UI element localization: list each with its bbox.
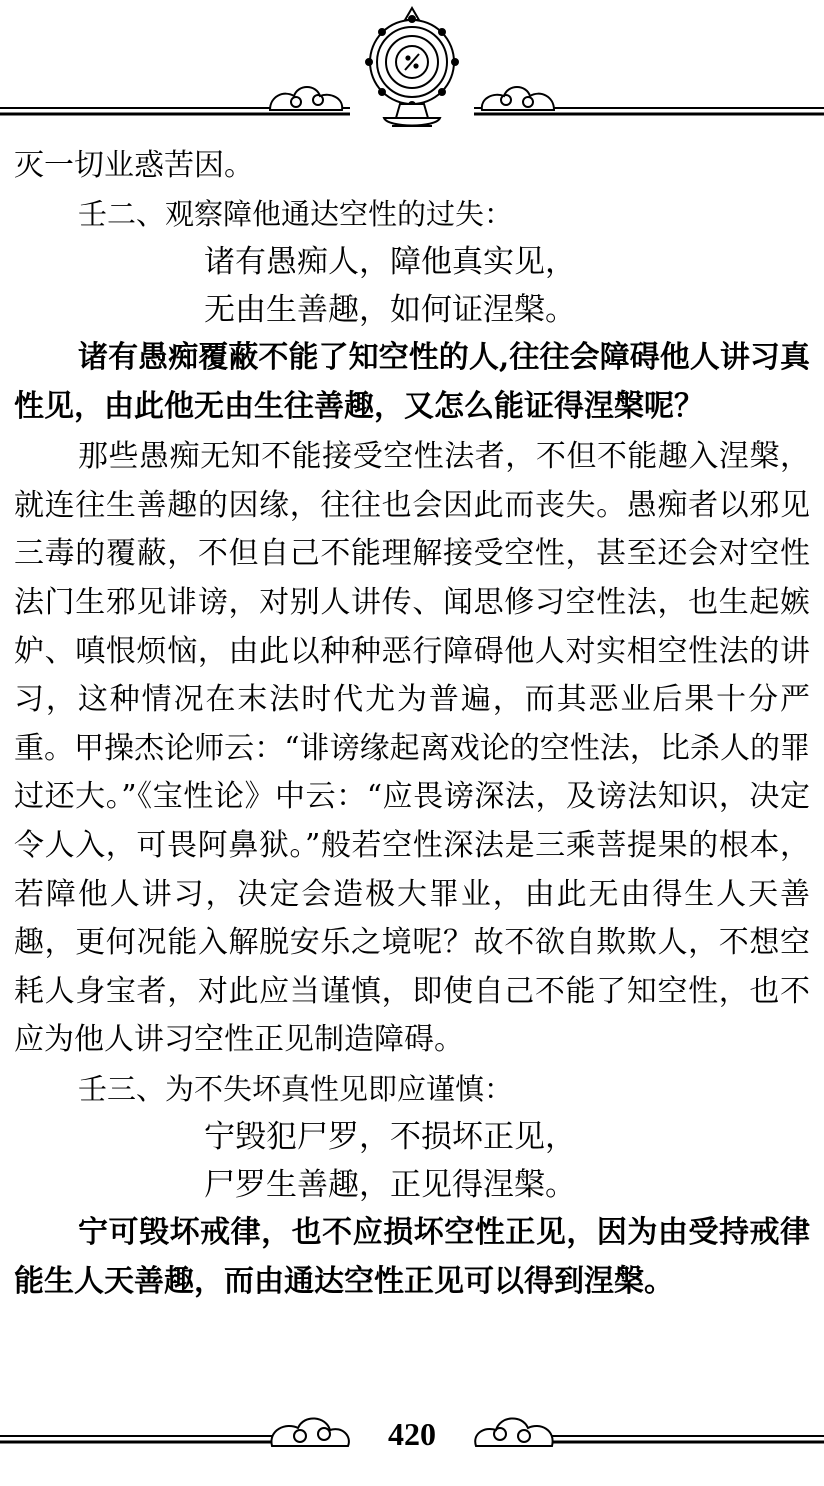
continued-text: 灭一切业惑苦因。 <box>14 148 254 183</box>
verse-line-4: 尸罗生善趣，正见得涅槃。 <box>204 1166 576 1203</box>
section-heading-ren3: 壬三、为不失坏真性见即应谨慎： <box>78 1071 514 1106</box>
verse-explanation-2: 宁可毁坏戒律，也不应损坏空性正见，因为由受持戒律能生人天善趣，而由通达空性正见可以得到涅槃。 <box>14 1214 810 1299</box>
page-body <box>14 142 810 1306</box>
section-heading-ren2: 壬二、观察障他通达空性的过失： <box>78 197 514 231</box>
header-ornament <box>0 0 824 140</box>
verse-line-2: 无由生善趣，如何证涅槃。 <box>204 292 576 328</box>
page-number: 420 <box>388 1416 436 1452</box>
verse-line-3: 宁毁犯尸罗，不损坏正见， <box>204 1118 576 1155</box>
commentary-paragraph: 那些愚痴无知不能接受空性法者，不但不能趣入涅槃，就连往生善趣的因缘，往往也会因此而丧失。愚痴者以邪见三毒的覆蔽，不但自己不能理解接受空性，甚至还会对空性法门生邪见诽谤，对别人讲传、闻思修习空性法，也生起嫉妒、嗔恨烦恼，由此以种种恶行障碍他人对实相空性法的讲习，这种情况在末法时代尤为普遍，而其恶业后果十分严重。甲操杰论师云：“诽谤缘起离戏论的空性法，比杀人的罪过还大。”《宝性论》中云：“应畏谤深法，及谤法知识，决定令人入，可畏阿鼻狱。”般若空性深法是三乘菩提果的根本，若障他人讲习，决定会造极大罪业，由此无由得生人天善趣，更何况能入解脱安乐之境呢？故不欲自欺欺人，不想空耗人身宝者，对此应当谨慎，即使自己不能了知空性，也不应为他人讲习空性正见制造障碍。 <box>14 439 810 1058</box>
footer-right-cloud-icon <box>475 1418 552 1446</box>
left-cloud-icon <box>270 87 342 110</box>
right-cloud-icon <box>482 87 554 110</box>
verse-explanation-1: 诸有愚痴覆蔽不能了知空性的人,往往会障碍他人讲习真性见，由此他无由生往善趣，又怎么能证得涅槃呢？ <box>14 340 810 424</box>
dharma-wheel-icon <box>366 8 458 126</box>
verse-line-1: 诸有愚痴人，障他真实见， <box>204 244 576 280</box>
footer-left-cloud-icon <box>271 1418 348 1446</box>
